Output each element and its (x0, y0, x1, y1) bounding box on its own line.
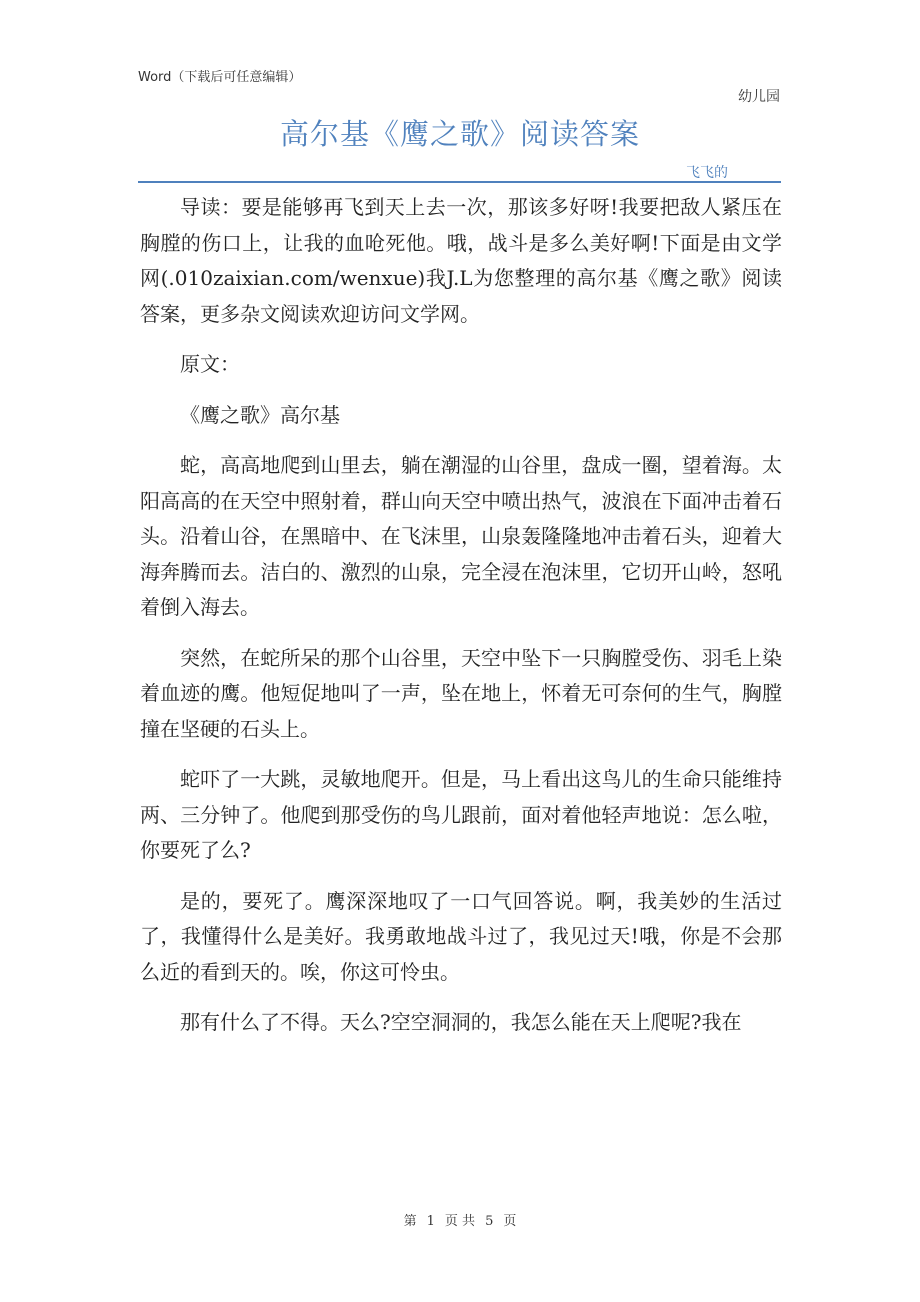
footer-page-number: 1 (426, 1214, 435, 1229)
title-divider (138, 181, 781, 183)
header-category: 幼儿园 (738, 89, 780, 105)
work-title-line: 《鹰之歌》高尔基 (180, 402, 340, 427)
body-paragraph: 蛇，高高地爬到山里去，躺在潮湿的山谷里，盘成一圈，望着海。太阳高高的在天空中照射着，群山向天空中喷出热气，波浪在下面冲击着石头。沿着山谷，在黑暗中、在飞沫里，山泉轰隆隆地冲击着石头，迎着大海奔腾而去。洁白的、激烈的山泉，完全浸在泡沫里，它切开山岭，怒吼着倒入海去。 (140, 453, 782, 619)
document-author: 飞飞的 (686, 165, 728, 181)
intro-paragraph: 导读：要是能够再飞到天上去一次，那该多好呀!我要把敌人紧压在胸膛的伤口上，让我的血呛死他。哦，战斗是多么美好啊!下面是由文学网(.010zaixian.com/wenxue)我J.L为您整理的高尔基《鹰之歌》阅读答案，更多杂文阅读欢迎访问文学网。 (140, 195, 782, 326)
page-footer (0, 1210, 920, 1229)
original-text-label: 原文： (180, 352, 240, 376)
footer-suffix: 页 (503, 1214, 517, 1229)
header-note: Word（下载后可任意编辑） (138, 70, 302, 85)
body-paragraph: 是的，要死了。鹰深深地叹了一口气回答说。啊，我美妙的生活过了，我懂得什么是美好。我勇敢地战斗过了，我见过天!哦，你是不会那么近的看到天的。唉，你这可怜虫。 (140, 888, 782, 984)
body-paragraph: 突然，在蛇所呆的那个山谷里，天空中坠下一只胸膛受伤、羽毛上染着血迹的鹰。他短促地叫了一声，坠在地上，怀着无可奈何的生气，胸膛撞在坚硬的石头上。 (140, 645, 782, 741)
footer-prefix: 第 (403, 1214, 417, 1229)
body-paragraph: 蛇吓了一大跳，灵敏地爬开。但是，马上看出这鸟儿的生命只能维持两、三分钟了。他爬到那受伤的鸟儿跟前，面对着他轻声地说：怎么啦，你要死了么? (140, 767, 782, 862)
document-body (140, 190, 782, 1056)
body-paragraph: 那有什么了不得。天么?空空洞洞的，我怎么能在天上爬呢?我在 (180, 1010, 742, 1034)
document-title: 高尔基《鹰之歌》阅读答案 (279, 117, 640, 151)
footer-total-pages: 5 (485, 1214, 494, 1229)
footer-middle: 页 共 (444, 1214, 476, 1229)
